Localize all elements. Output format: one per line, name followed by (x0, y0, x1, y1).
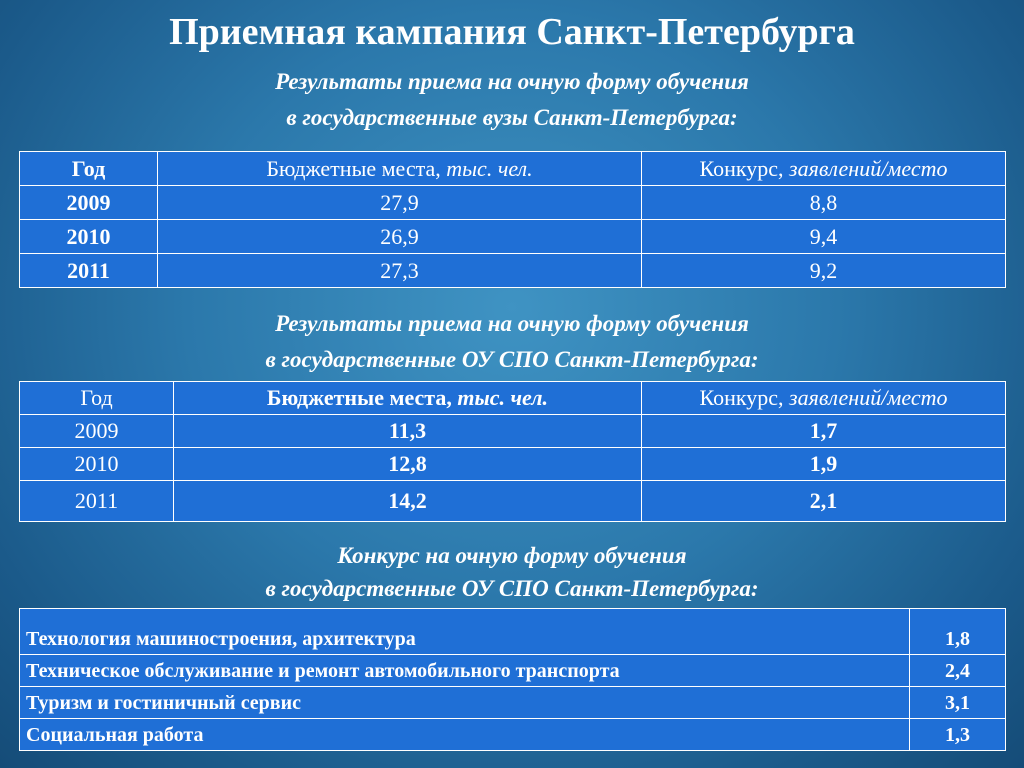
table-row (20, 655, 1006, 687)
header-budget-label: Бюджетные места, (266, 385, 452, 410)
slide-title: Приемная кампания Санкт-Петербурга (169, 11, 855, 53)
colleges-admission-table (19, 381, 1006, 522)
header-year: Год (20, 382, 174, 415)
header-budget-label: Бюджетные места, (266, 155, 441, 181)
section1-heading-line1: Результаты приема на очную форму обучения (275, 69, 749, 94)
specialty-value: 1,3 (910, 719, 1006, 751)
row-budget: 27,9 (158, 186, 642, 220)
table-row (20, 609, 1006, 655)
specialty-value: 2,4 (910, 655, 1006, 687)
row-competition: 2,1 (642, 481, 1006, 522)
section3-heading-line1: Конкурс на очную форму обучения (337, 543, 687, 568)
row-year: 2011 (20, 481, 174, 522)
section1-heading-line2: в государственные вузы Санкт-Петербурга: (286, 105, 738, 130)
header-competition (642, 382, 1006, 415)
row-budget: 12,8 (174, 448, 642, 481)
header-competition-label: Конкурс, (699, 385, 784, 410)
universities-admission-table (19, 151, 1006, 288)
header-year: Год (20, 152, 158, 186)
table-row (20, 719, 1006, 751)
row-year: 2011 (20, 254, 158, 288)
section2-heading-line1: Результаты приема на очную форму обучения (275, 311, 749, 336)
table-header-row (20, 152, 1006, 186)
specialty-name: Социальная работа (20, 719, 910, 751)
table-row (20, 415, 1006, 448)
row-year: 2010 (20, 448, 174, 481)
row-year: 2009 (20, 186, 158, 220)
row-budget: 27,3 (158, 254, 642, 288)
header-budget (174, 382, 642, 415)
row-competition: 1,7 (642, 415, 1006, 448)
header-competition-unit: заявлений/место (789, 385, 948, 410)
row-competition: 9,4 (642, 220, 1006, 254)
specialty-name: Туризм и гостиничный сервис (20, 687, 910, 719)
table-row (20, 186, 1006, 220)
row-year: 2009 (20, 415, 174, 448)
row-budget: 26,9 (158, 220, 642, 254)
row-year: 2010 (20, 220, 158, 254)
specialty-value: 3,1 (910, 687, 1006, 719)
header-competition-label: Конкурс, (699, 155, 784, 181)
table-row (20, 448, 1006, 481)
table-row (20, 254, 1006, 288)
section2-heading-line2: в государственные ОУ СПО Санкт-Петербурга: (265, 347, 759, 372)
header-competition-unit: заявлений/место (789, 155, 948, 181)
row-competition: 9,2 (642, 254, 1006, 288)
header-budget-unit: тыс. чел. (457, 385, 549, 410)
specialty-value: 1,8 (910, 609, 1006, 655)
header-competition (642, 152, 1006, 186)
row-competition: 8,8 (642, 186, 1006, 220)
header-budget-unit: тыс. чел. (446, 155, 533, 181)
table-row (20, 481, 1006, 522)
table-row (20, 687, 1006, 719)
section3-heading-line2: в государственные ОУ СПО Санкт-Петербурга: (265, 576, 759, 601)
specialty-name: Техническое обслуживание и ремонт автомобильного транспорта (20, 655, 910, 687)
specialties-competition-table (19, 608, 1006, 751)
row-competition: 1,9 (642, 448, 1006, 481)
header-budget (158, 152, 642, 186)
specialty-name: Технология машиностроения, архитектура (20, 609, 910, 655)
row-budget: 14,2 (174, 481, 642, 522)
row-budget: 11,3 (174, 415, 642, 448)
table-header-row (20, 382, 1006, 415)
table-row (20, 220, 1006, 254)
